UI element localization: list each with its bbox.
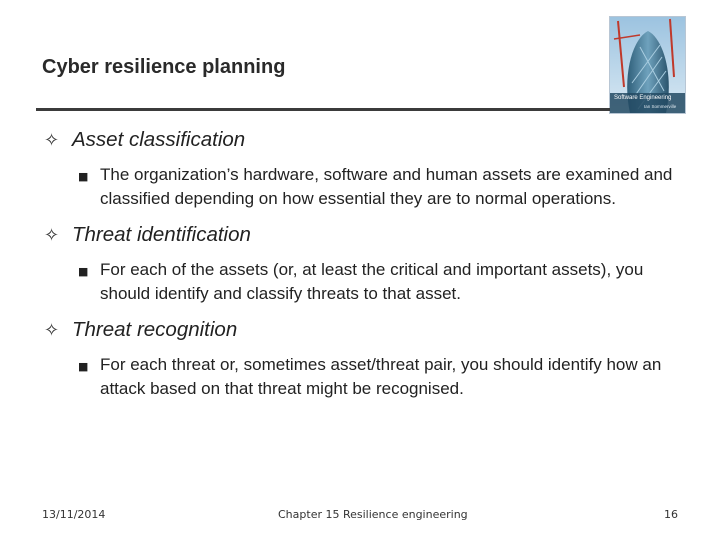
square-bullet-icon: ■ <box>78 170 89 183</box>
page-number: 16 <box>664 508 678 521</box>
cover-author: Ian Sommerville <box>644 104 677 109</box>
sub-bullet-row <box>78 163 684 211</box>
bullet-heading: Asset classification <box>72 128 246 151</box>
four-point-star-icon: ✧ <box>44 225 60 246</box>
bullet-item <box>44 318 684 401</box>
bullet-heading-row <box>44 128 684 152</box>
book-cover-image <box>609 16 686 114</box>
four-point-star-icon: ✧ <box>44 320 60 341</box>
bullet-item <box>44 223 684 306</box>
title-divider <box>36 108 610 111</box>
bullet-heading-row <box>44 318 684 342</box>
bullet-list <box>44 128 684 401</box>
square-bullet-icon: ■ <box>78 360 89 373</box>
bullet-heading: Threat identification <box>72 223 251 246</box>
bullet-heading: Threat recognition <box>72 318 238 341</box>
sub-bullet-text: The organization’s hardware, software and human assets are examined and classified depending on how essential they are to normal operations. <box>100 165 673 208</box>
square-bullet-icon: ■ <box>78 265 89 278</box>
sub-bullet-row <box>78 353 684 401</box>
four-point-star-icon: ✧ <box>44 130 60 151</box>
sub-bullet-text: For each of the assets (or, at least the critical and important assets), you should identify and classify threats to that asset. <box>100 260 644 303</box>
footer-chapter: Chapter 15 Resilience engineering <box>278 508 468 521</box>
sub-bullet-row <box>78 258 684 306</box>
sub-bullet-text: For each threat or, sometimes asset/threat pair, you should identify how an attack based on that threat might be recognised. <box>100 355 662 398</box>
bullet-item <box>44 128 684 211</box>
cover-title: Software Engineering <box>614 95 672 101</box>
slide-title: Cyber resilience planning <box>42 56 286 78</box>
bullet-heading-row <box>44 223 684 247</box>
footer-date: 13/11/2014 <box>42 508 106 521</box>
